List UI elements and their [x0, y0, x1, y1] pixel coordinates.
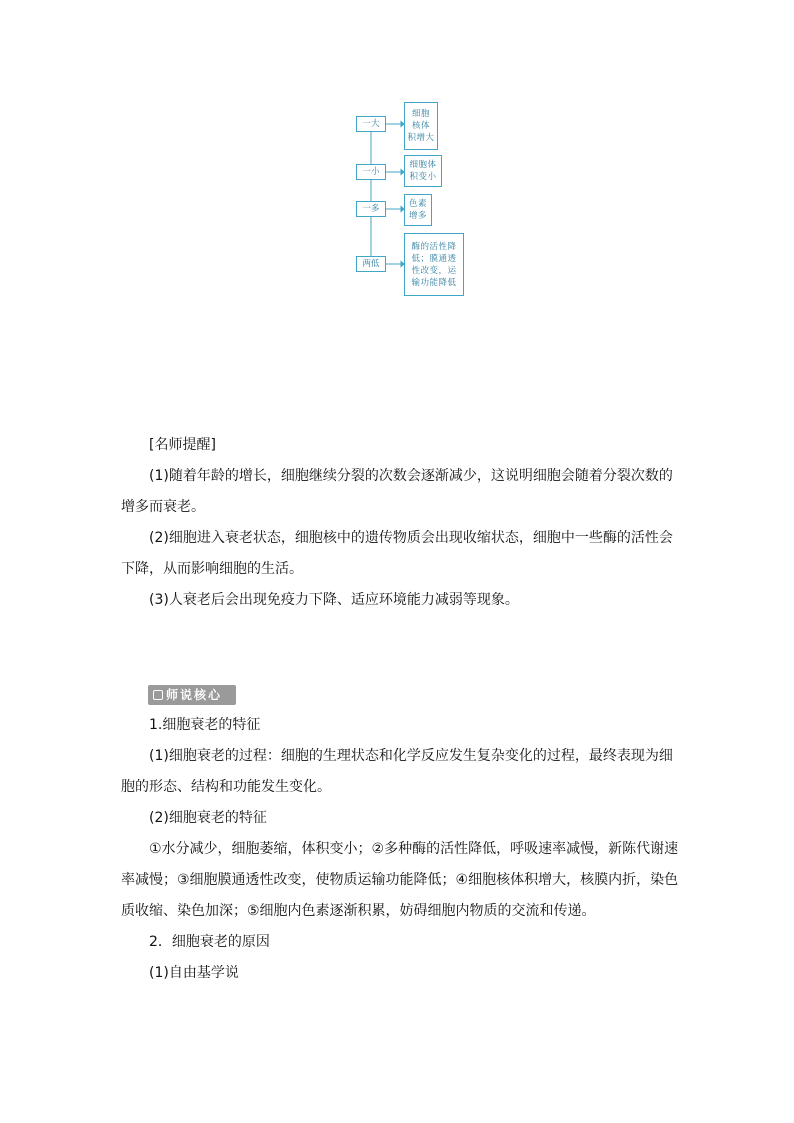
section1-title: 1.细胞衰老的特征 — [149, 717, 261, 733]
section1-paragraph2: ①水分减少，细胞萎缩，体积变小；②多种酶的活性降低，呼吸速率减慢，新陈代谢速率减慢；③细胞膜通透性改变，使物质运输功能降低；④细胞核体积增大，核膜内折，染色质收缩、染色加深；⑤细胞内色素逐渐积累，妨碍细胞内物质的交流和传递。 — [121, 841, 679, 919]
section1-subtitle: (2)细胞衰老的特征 — [149, 810, 267, 826]
tips-item-3: (3)人衰老后会出现免疫力下降、适应环境能力减弱等现象。 — [149, 592, 519, 608]
tips-heading: [名师提醒] — [149, 437, 216, 453]
tips-item-2: (2)细胞进入衰老状态，细胞核中的遗传物质会出现收缩状态，细胞中一些酶的活性会下降，从而影响细胞的生活。 — [121, 530, 673, 577]
section1-paragraph1: (1)细胞衰老的过程：细胞的生理状态和化学反应发生复杂变化的过程，最终表现为细胞的形态、结构和功能发生变化。 — [121, 748, 673, 795]
diagram-right-box-1: 细胞 核体 积增大 — [404, 102, 438, 150]
diagram-right-box-2: 细胞体 积变小 — [404, 155, 442, 187]
section2-paragraph1: (1)自由基学说 — [149, 965, 239, 981]
badge-label: 师说核心 — [166, 688, 223, 702]
aging-features-diagram — [356, 100, 468, 298]
section2-title: 2．细胞衰老的原因 — [149, 934, 270, 950]
core-section — [121, 710, 681, 989]
diagram-left-box-2: 一小 — [356, 164, 386, 180]
diagram-right-box-3: 色素 增多 — [404, 194, 432, 226]
diagram-right-box-4: 酶的活性降 低；膜通透 性改变，运 输功能降低 — [404, 233, 464, 296]
diagram-left-box-4: 两低 — [356, 256, 386, 272]
badge-icon — [153, 690, 163, 700]
teacher-tips-section — [121, 430, 681, 616]
tips-item-1: (1)随着年龄的增长，细胞继续分裂的次数会逐渐减少，这说明细胞会随着分裂次数的增多而衰老。 — [121, 468, 673, 515]
diagram-left-box-1: 一大 — [356, 116, 386, 132]
diagram-left-box-3: 一多 — [356, 201, 386, 217]
core-badge — [148, 685, 236, 705]
